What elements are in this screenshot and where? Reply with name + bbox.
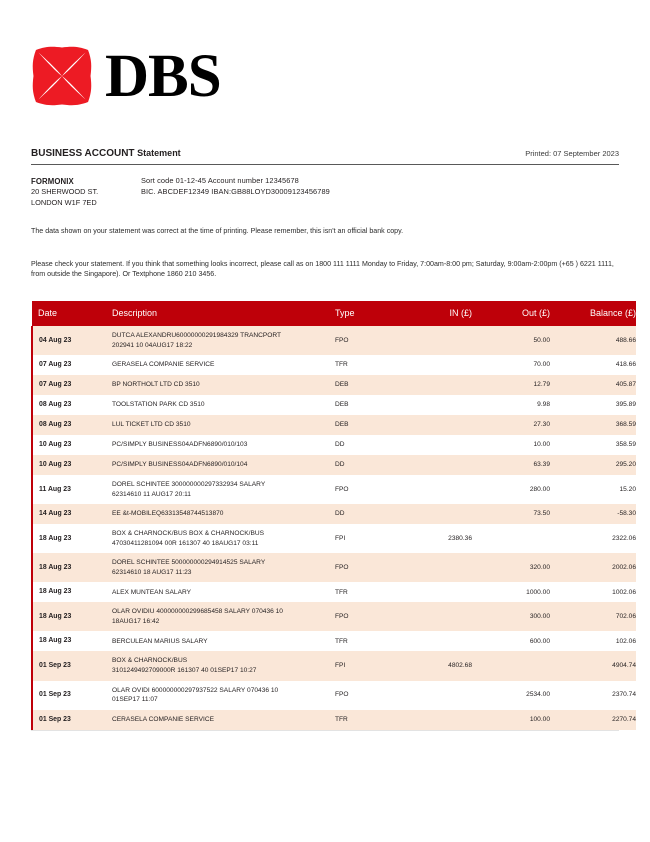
description-line-1: DOREL SCHINTEE 500000000294914525 SALARY bbox=[112, 559, 266, 567]
cell-out: 10.00 bbox=[472, 435, 550, 455]
cell-out: 73.50 bbox=[472, 504, 550, 524]
cell-balance: 395.89 bbox=[550, 395, 636, 415]
table-row bbox=[32, 631, 636, 651]
cell-out: 1000.00 bbox=[472, 582, 550, 602]
cell-date: 01 Sep 23 bbox=[32, 710, 112, 730]
cell-out: 280.00 bbox=[472, 475, 550, 504]
cell-out: 320.00 bbox=[472, 553, 550, 582]
page-title-light: Statement bbox=[137, 148, 181, 158]
description-line-1: OLAR OVIDIU 400000000299685458 SALARY 070436 10 bbox=[112, 608, 283, 616]
table-header-row bbox=[32, 301, 636, 326]
cell-type: FPI bbox=[335, 651, 397, 680]
cell-date: 18 Aug 23 bbox=[32, 631, 112, 651]
description-line-2: 202941 10 04AUG17 18:22 bbox=[112, 341, 193, 349]
cell-date: 10 Aug 23 bbox=[32, 455, 112, 475]
bic-iban-line: BIC. ABCDEF12349 IBAN:GB88LOYD30009123456789 bbox=[141, 186, 330, 196]
cell-out: 600.00 bbox=[472, 631, 550, 651]
dbs-diamond-icon bbox=[31, 45, 93, 107]
cell-in bbox=[397, 602, 472, 631]
address-line-1: 20 SHERWOOD ST. bbox=[31, 187, 99, 197]
table-body bbox=[32, 326, 636, 730]
cell-description bbox=[112, 395, 335, 415]
cell-in bbox=[397, 375, 472, 395]
cell-balance: 4904.74 bbox=[550, 651, 636, 680]
cell-date: 18 Aug 23 bbox=[32, 582, 112, 602]
description-line-2: 18AUG17 16:42 bbox=[112, 617, 160, 625]
cell-in bbox=[397, 435, 472, 455]
cell-date: 04 Aug 23 bbox=[32, 326, 112, 355]
cell-date: 11 Aug 23 bbox=[32, 475, 112, 504]
table-row bbox=[32, 504, 636, 524]
col-header-balance: Balance (£) bbox=[550, 301, 636, 326]
cell-in: 4802.68 bbox=[397, 651, 472, 680]
cell-out: 100.00 bbox=[472, 710, 550, 730]
cell-description bbox=[112, 681, 335, 710]
account-holder-name: FORMONIX bbox=[31, 177, 74, 186]
col-header-date: Date bbox=[32, 301, 112, 326]
page-title bbox=[31, 148, 181, 159]
table-row bbox=[32, 395, 636, 415]
cell-in bbox=[397, 710, 472, 730]
cell-balance: 358.59 bbox=[550, 435, 636, 455]
description-line-2: 3101249492709000R 161307 40 01SEP17 10:27 bbox=[112, 667, 257, 675]
cell-in bbox=[397, 355, 472, 375]
cell-balance: 2002.06 bbox=[550, 553, 636, 582]
cell-type: FPO bbox=[335, 602, 397, 631]
table-row bbox=[32, 455, 636, 475]
cell-in bbox=[397, 504, 472, 524]
description-line-2: 62314610 11 AUG17 20:11 bbox=[112, 490, 191, 498]
cell-type: DEB bbox=[335, 375, 397, 395]
cell-description bbox=[112, 524, 335, 553]
cell-balance: 102.06 bbox=[550, 631, 636, 651]
cell-type: TFR bbox=[335, 582, 397, 602]
cell-type: FPO bbox=[335, 326, 397, 355]
description-line-1: CERASELA COMPANIE SERVICE bbox=[112, 715, 214, 723]
account-numbers bbox=[141, 176, 619, 208]
cell-date: 08 Aug 23 bbox=[32, 415, 112, 435]
sort-code-line: Sort code 01-12-45 Account number 12345678 bbox=[141, 176, 299, 185]
cell-type: TFR bbox=[335, 710, 397, 730]
cell-date: 01 Sep 23 bbox=[32, 681, 112, 710]
cell-type: FPO bbox=[335, 553, 397, 582]
page-title-strong: BUSINESS ACCOUNT bbox=[31, 148, 135, 159]
brand-header bbox=[31, 0, 619, 122]
cell-description bbox=[112, 455, 335, 475]
table-row bbox=[32, 681, 636, 710]
description-line-2: 62314610 18 AUG17 11:23 bbox=[112, 568, 192, 576]
description-line-1: PC/SIMPLY BUSINESS04ADFN6890/010/104 bbox=[112, 461, 248, 469]
cell-balance: 368.59 bbox=[550, 415, 636, 435]
cell-date: 18 Aug 23 bbox=[32, 553, 112, 582]
address-line-2: LONDON W1F 7ED bbox=[31, 197, 97, 207]
cell-in bbox=[397, 415, 472, 435]
description-line-1: PC/SIMPLY BUSINESS04ADFN6890/010/103 bbox=[112, 441, 248, 449]
cell-date: 07 Aug 23 bbox=[32, 355, 112, 375]
table-row bbox=[32, 415, 636, 435]
description-line-1: BOX & CHARNOCK/BUS bbox=[112, 657, 188, 665]
cell-out: 2534.00 bbox=[472, 681, 550, 710]
cell-description bbox=[112, 710, 335, 730]
col-header-in: IN (£) bbox=[397, 301, 472, 326]
cell-date: 14 Aug 23 bbox=[32, 504, 112, 524]
cell-in bbox=[397, 395, 472, 415]
cell-balance: 1002.06 bbox=[550, 582, 636, 602]
col-header-out: Out (£) bbox=[472, 301, 550, 326]
cell-in: 2380.36 bbox=[397, 524, 472, 553]
cell-description bbox=[112, 326, 335, 355]
table-row bbox=[32, 553, 636, 582]
cell-balance: 295.20 bbox=[550, 455, 636, 475]
cell-type: DD bbox=[335, 455, 397, 475]
table-row bbox=[32, 651, 636, 680]
account-address bbox=[31, 176, 141, 208]
table-row bbox=[32, 326, 636, 355]
cell-description bbox=[112, 355, 335, 375]
description-line-1: DOREL SCHINTEE 300000000297332934 SALARY bbox=[112, 481, 266, 489]
table-row bbox=[32, 524, 636, 553]
notice-printing: The data shown on your statement was correct at the time of printing. Please remember, this isn't an official bank copy. bbox=[31, 227, 404, 236]
cell-description bbox=[112, 582, 335, 602]
cell-in bbox=[397, 582, 472, 602]
cell-balance: 418.66 bbox=[550, 355, 636, 375]
printed-date: Printed: 07 September 2023 bbox=[525, 149, 619, 158]
description-line-1: GERASELA COMPANIE SERVICE bbox=[112, 361, 215, 369]
cell-description bbox=[112, 415, 335, 435]
table-row bbox=[32, 475, 636, 504]
notice-contact: Please check your statement. If you think that something looks incorrect, please call as on 1800 111 1111 Monday to Friday, 7:00am-8:00 pm; Saturday, 9:00am-2:00pm (+65 ) 6221 1111, from outside the Singapore). Or Textphone 1860 210 3456. bbox=[31, 259, 614, 279]
cell-in bbox=[397, 553, 472, 582]
description-line-2: 47030411281094 00R 161307 40 18AUG17 03:11 bbox=[112, 539, 259, 547]
cell-out bbox=[472, 651, 550, 680]
account-details bbox=[31, 176, 619, 208]
cell-description bbox=[112, 375, 335, 395]
description-line-1: BP NORTHOLT LTD CD 3510 bbox=[112, 381, 200, 389]
col-header-description: Description bbox=[112, 301, 335, 326]
cell-type: FPI bbox=[335, 524, 397, 553]
cell-description bbox=[112, 602, 335, 631]
cell-in bbox=[397, 326, 472, 355]
cell-out: 9.98 bbox=[472, 395, 550, 415]
table-row bbox=[32, 375, 636, 395]
transactions-table bbox=[31, 301, 637, 730]
cell-date: 08 Aug 23 bbox=[32, 395, 112, 415]
cell-in bbox=[397, 631, 472, 651]
dbs-wordmark: DBS bbox=[105, 42, 221, 110]
description-line-1: BERCULEAN MARIUS SALARY bbox=[112, 637, 208, 645]
cell-balance: 2322.06 bbox=[550, 524, 636, 553]
description-line-1: EE &t-MOBILEQ63313548744513870 bbox=[112, 510, 224, 518]
cell-out: 70.00 bbox=[472, 355, 550, 375]
cell-description bbox=[112, 475, 335, 504]
description-line-1: LUL TICKET LTD CD 3510 bbox=[112, 421, 191, 429]
table-row bbox=[32, 435, 636, 455]
cell-in bbox=[397, 455, 472, 475]
cell-type: DD bbox=[335, 504, 397, 524]
cell-out: 63.39 bbox=[472, 455, 550, 475]
description-line-1: TOOLSTATION PARK CD 3510 bbox=[112, 401, 205, 409]
table-row bbox=[32, 355, 636, 375]
cell-type: TFR bbox=[335, 631, 397, 651]
cell-out: 300.00 bbox=[472, 602, 550, 631]
cell-out: 50.00 bbox=[472, 326, 550, 355]
cell-date: 10 Aug 23 bbox=[32, 435, 112, 455]
cell-description bbox=[112, 553, 335, 582]
cell-description bbox=[112, 504, 335, 524]
table-row bbox=[32, 710, 636, 730]
cell-type: FPO bbox=[335, 681, 397, 710]
statement-title-row bbox=[31, 148, 619, 165]
cell-type: TFR bbox=[335, 355, 397, 375]
cell-type: DEB bbox=[335, 415, 397, 435]
cell-date: 01 Sep 23 bbox=[32, 651, 112, 680]
table-bottom-rule bbox=[31, 730, 619, 731]
cell-description bbox=[112, 435, 335, 455]
description-line-2: 01SEP17 11:07 bbox=[112, 696, 158, 704]
description-line-1: BOX & CHARNOCK/BUS BOX & CHARNOCK/BUS bbox=[112, 530, 265, 538]
table-header bbox=[32, 301, 636, 326]
cell-description bbox=[112, 651, 335, 680]
cell-out bbox=[472, 524, 550, 553]
description-line-1: ALEX MUNTEAN SALARY bbox=[112, 588, 192, 596]
cell-date: 18 Aug 23 bbox=[32, 602, 112, 631]
table-row bbox=[32, 582, 636, 602]
cell-date: 18 Aug 23 bbox=[32, 524, 112, 553]
cell-in bbox=[397, 681, 472, 710]
col-header-type: Type bbox=[335, 301, 397, 326]
cell-type: DEB bbox=[335, 395, 397, 415]
cell-balance: 2270.74 bbox=[550, 710, 636, 730]
cell-balance: 405.87 bbox=[550, 375, 636, 395]
cell-in bbox=[397, 475, 472, 504]
cell-out: 12.79 bbox=[472, 375, 550, 395]
cell-balance: 702.06 bbox=[550, 602, 636, 631]
description-line-1: DUTCA ALEXANDRU60000000291984329 TRANCPORT bbox=[112, 332, 282, 340]
cell-out: 27.30 bbox=[472, 415, 550, 435]
cell-balance: 15.20 bbox=[550, 475, 636, 504]
cell-balance: 488.66 bbox=[550, 326, 636, 355]
cell-date: 07 Aug 23 bbox=[32, 375, 112, 395]
cell-type: DD bbox=[335, 435, 397, 455]
description-line-1: OLAR OVIDI 600000000297937522 SALARY 070436 10 bbox=[112, 686, 279, 694]
cell-balance: 2370.74 bbox=[550, 681, 636, 710]
cell-type: FPO bbox=[335, 475, 397, 504]
cell-description bbox=[112, 631, 335, 651]
cell-balance: -58.30 bbox=[550, 504, 636, 524]
table-row bbox=[32, 602, 636, 631]
